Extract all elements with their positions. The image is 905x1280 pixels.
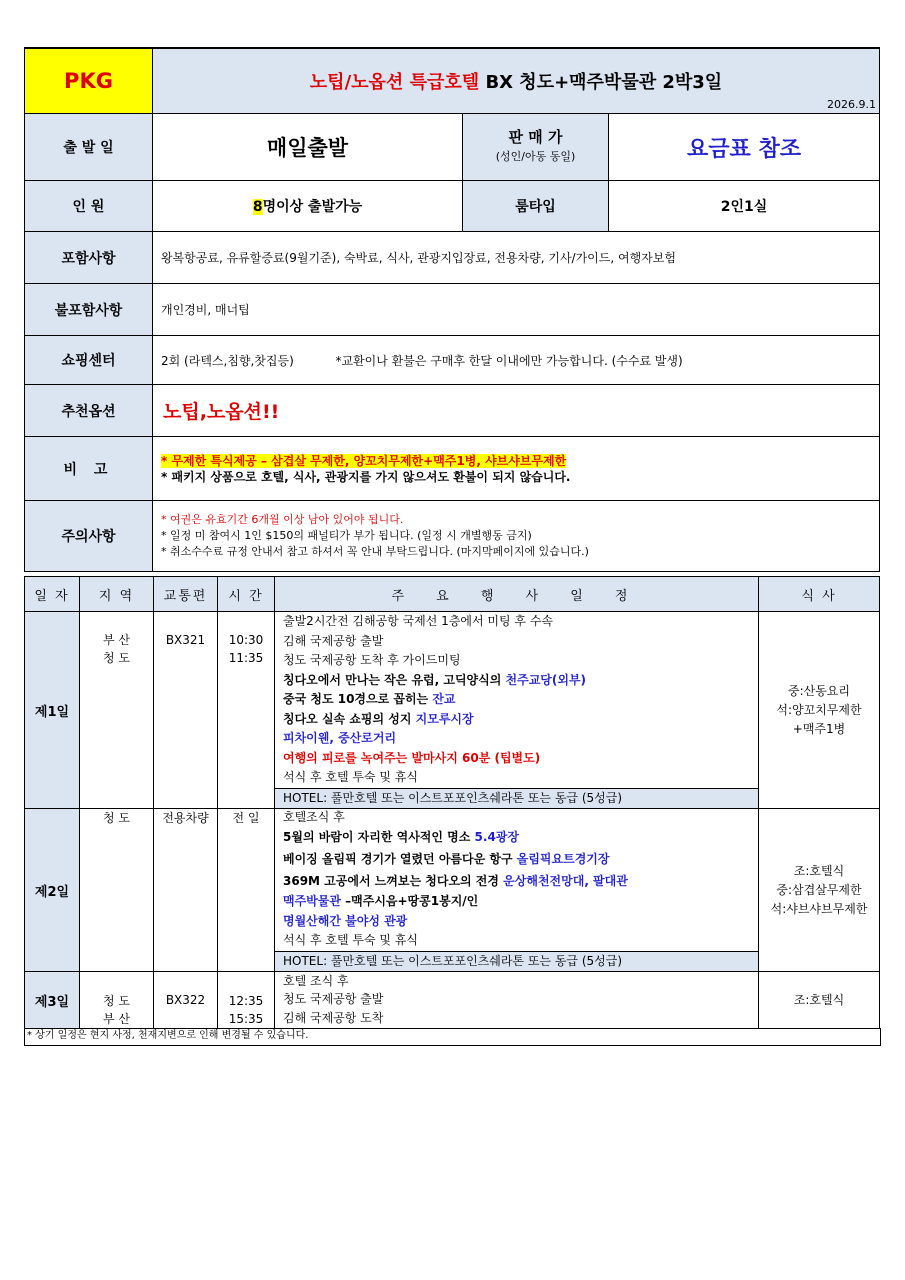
day-label: 제2일 <box>25 809 80 972</box>
hotel-line: HOTEL: 풀만호텔 또는 이스트포포인츠쉐라톤 또는 동급 (5성급) <box>275 788 758 809</box>
day-times <box>218 612 275 809</box>
day-region <box>80 809 154 972</box>
schedule-highlight: 명월산해간 불야성 관광 <box>283 913 408 928</box>
schedule-text: 베이징 올림픽 경기가 열렸던 아름다운 항구 <box>283 852 517 866</box>
people-label: 인 원 <box>25 181 153 232</box>
meal-line: 조:호텔식 <box>793 992 845 1007</box>
price-label-text: 판 매 가 <box>508 128 563 146</box>
schedule-highlight: 올림픽요트경기장 <box>516 852 610 866</box>
schedule-line: 호텔조식 후 <box>283 810 345 824</box>
schedule-highlight: 잔교 <box>432 692 456 706</box>
schedule-line <box>275 671 758 691</box>
recommended-option-value: 노팁,노옵션!! <box>153 385 880 437</box>
schedule-line: 김해 국제공항 출발 <box>283 633 384 648</box>
day-region <box>80 612 154 809</box>
schedule-line <box>275 690 758 710</box>
schedule-line: 출발2시간전 김해공항 국제선 1층에서 미팅 후 수속 <box>283 614 553 628</box>
day-row <box>25 972 880 1029</box>
schedule-highlight: 피차이웬, 중산로거리 <box>283 731 397 745</box>
time-line: 10:30 <box>228 633 264 647</box>
region-line: 부 산 <box>103 1012 130 1026</box>
day-times <box>218 972 275 1029</box>
schedule-line <box>275 912 758 932</box>
day-schedule <box>275 809 759 972</box>
people-value <box>153 181 463 232</box>
transport-value: 전용차량 <box>162 811 209 825</box>
header-region: 지 역 <box>80 577 154 612</box>
time-line: 12:35 <box>228 994 264 1008</box>
departure-value: 매일출발 <box>153 114 463 181</box>
schedule-line: 호텔 조식 후 <box>283 974 349 988</box>
region-line: 부 산 <box>103 633 130 647</box>
time-line: 11:35 <box>228 651 264 665</box>
document-date: 2026.9.1 <box>827 98 877 111</box>
schedule-highlight: 지모루시장 <box>415 711 474 726</box>
day-schedule <box>275 972 759 1029</box>
meal-line: 석:양꼬치무제한 <box>776 702 862 717</box>
title-red-part: 노팁/노옵션 <box>309 72 404 93</box>
schedule-highlight: 5.4광장 <box>474 830 519 844</box>
schedule-text: 칭다오 실속 쇼핑의 성지 <box>283 711 416 726</box>
day-row <box>25 809 880 972</box>
schedule-text: 369M 고공에서 느껴보는 청다오의 전경 <box>283 874 504 888</box>
header-time: 시 간 <box>218 577 275 612</box>
excluded-label: 불포함사항 <box>25 284 153 336</box>
time-line: 15:35 <box>228 1012 264 1026</box>
day-transport <box>154 612 218 809</box>
shopping-count: 2회 (라텍스,침향,찻집등) <box>161 353 294 368</box>
title-hotel-part: 특급호텔 <box>409 72 480 93</box>
price-label-sub: (성인/아동 동일) <box>495 150 576 163</box>
header-meals: 식 사 <box>759 577 880 612</box>
schedule-line <box>275 826 758 848</box>
pkg-badge: PKG <box>25 48 153 114</box>
package-title <box>153 48 880 114</box>
meal-line: 조:호텔식 <box>793 863 845 878</box>
schedule-text: 중국 청도 10경으로 꼽히는 <box>283 692 433 706</box>
header-transport: 교통편 <box>154 577 218 612</box>
day-label: 제3일 <box>25 972 80 1029</box>
schedule-line: 청도 국제공항 출발 <box>283 992 384 1006</box>
schedule-highlight: 운상해천전망대, 팔대관 <box>503 874 628 888</box>
hotel-line: HOTEL: 풀만호텔 또는 이스트포포인츠쉐라톤 또는 동급 (5성급) <box>275 951 758 972</box>
remarks-label: 비 고 <box>25 437 153 501</box>
day-region <box>80 972 154 1029</box>
schedule-massage: 여행의 피로를 녹여주는 발마사지 60분 (팁별도) <box>283 750 541 765</box>
transport-value: BX322 <box>165 993 206 1007</box>
schedule-text: –맥주시음+땅콩1봉지/인 <box>345 894 479 908</box>
schedule-line: 김해 국제공항 도착 <box>283 1011 384 1025</box>
shopping-label: 쇼핑센터 <box>25 336 153 385</box>
meal-line: 중:산동요리 <box>787 683 850 698</box>
caution-passport: * 여권은 유효기간 6개월 이상 남아 있어야 됩니다. <box>161 513 404 526</box>
remarks-special-meals: * 무제한 특식제공 – 삼겹살 무제한, 양꼬치무제한+맥주1병, 샤브샤브무제한 <box>161 454 567 468</box>
itinerary-table <box>24 576 880 1029</box>
schedule-line <box>275 710 758 730</box>
meal-line: 중:삼겹살무제한 <box>776 882 862 897</box>
recommended-option-label: 추천옵션 <box>25 385 153 437</box>
region-line: 청 도 <box>103 651 130 665</box>
caution-penalty: * 일정 미 참여시 1인 $150의 패널티가 부가 됩니다. (일정 시 개별행동 금지) <box>161 529 532 542</box>
schedule-text: 5월의 바람이 자리한 역사적인 명소 <box>283 830 475 844</box>
region-line: 청 도 <box>103 811 130 825</box>
schedule-line <box>275 892 758 912</box>
day-meals <box>759 809 880 972</box>
remarks-value <box>153 437 880 501</box>
schedule-line: 청도 국제공항 도착 후 가이드미팅 <box>283 653 461 667</box>
caution-cancellation: * 취소수수료 규정 안내서 참고 하셔서 꼭 안내 부탁드립니다. (마지막페이지에 있습니다.) <box>161 545 589 558</box>
room-type-value: 2인1실 <box>609 181 880 232</box>
included-value: 왕복항공료, 유류할증료(9월기준), 숙박료, 식사, 관광지입장료, 전용차량, 기사/가이드, 여행자보험 <box>153 232 880 284</box>
itinerary-footnote: * 상기 일정은 현지 사정, 천재지변으로 인해 변경될 수 있습니다. <box>24 1028 881 1046</box>
day-label: 제1일 <box>25 612 80 809</box>
shopping-value <box>153 336 880 385</box>
schedule-highlight: 천주교당(외부) <box>505 672 587 687</box>
caution-label: 주의사항 <box>25 501 153 572</box>
schedule-line: 석식 후 호텔 투숙 및 휴식 <box>283 770 418 784</box>
departure-label: 출 발 일 <box>25 114 153 181</box>
people-min-number: 8 <box>252 199 263 215</box>
day-transport <box>154 972 218 1029</box>
schedule-line <box>275 749 758 769</box>
day-times <box>218 809 275 972</box>
day-schedule <box>275 612 759 809</box>
price-label <box>463 114 609 181</box>
package-info-table <box>24 47 880 572</box>
schedule-line: 석식 후 호텔 투숙 및 휴식 <box>283 933 418 947</box>
header-schedule: 주 요 행 사 일 정 <box>275 577 759 612</box>
day-transport <box>154 809 218 972</box>
schedule-line <box>275 848 758 870</box>
people-min-text: 명이상 출발가능 <box>262 199 363 215</box>
day-meals <box>759 612 880 809</box>
time-line: 전 일 <box>232 811 260 825</box>
caution-value <box>153 501 880 572</box>
schedule-highlight: 맥주박물관 <box>283 894 346 908</box>
price-value: 요금표 참조 <box>609 114 880 181</box>
excluded-value: 개인경비, 매너팁 <box>153 284 880 336</box>
schedule-line <box>275 729 758 749</box>
header-day: 일 자 <box>25 577 80 612</box>
schedule-line <box>275 870 758 892</box>
included-label: 포함사항 <box>25 232 153 284</box>
day-meals <box>759 972 880 1029</box>
meal-line: 석:샤브샤브무제한 <box>770 901 868 916</box>
remarks-no-refund: * 패키지 상품으로 호텔, 식사, 관광지를 가지 않으셔도 환불이 되지 않습니다. <box>161 470 571 484</box>
region-line: 청 도 <box>103 994 130 1008</box>
day-row <box>25 612 880 809</box>
meal-line: +맥주1병 <box>792 721 846 736</box>
title-main-part: BX 청도+맥주박물관 2박3일 <box>485 72 723 93</box>
room-type-label: 룸타입 <box>463 181 609 232</box>
transport-value: BX321 <box>165 633 206 647</box>
schedule-text: 칭다오에서 만나는 작은 유럽, 고딕양식의 <box>283 672 506 687</box>
shopping-refund-note: *교환이나 환불은 구매후 한달 이내에만 가능합니다. (수수료 발생) <box>335 353 683 368</box>
